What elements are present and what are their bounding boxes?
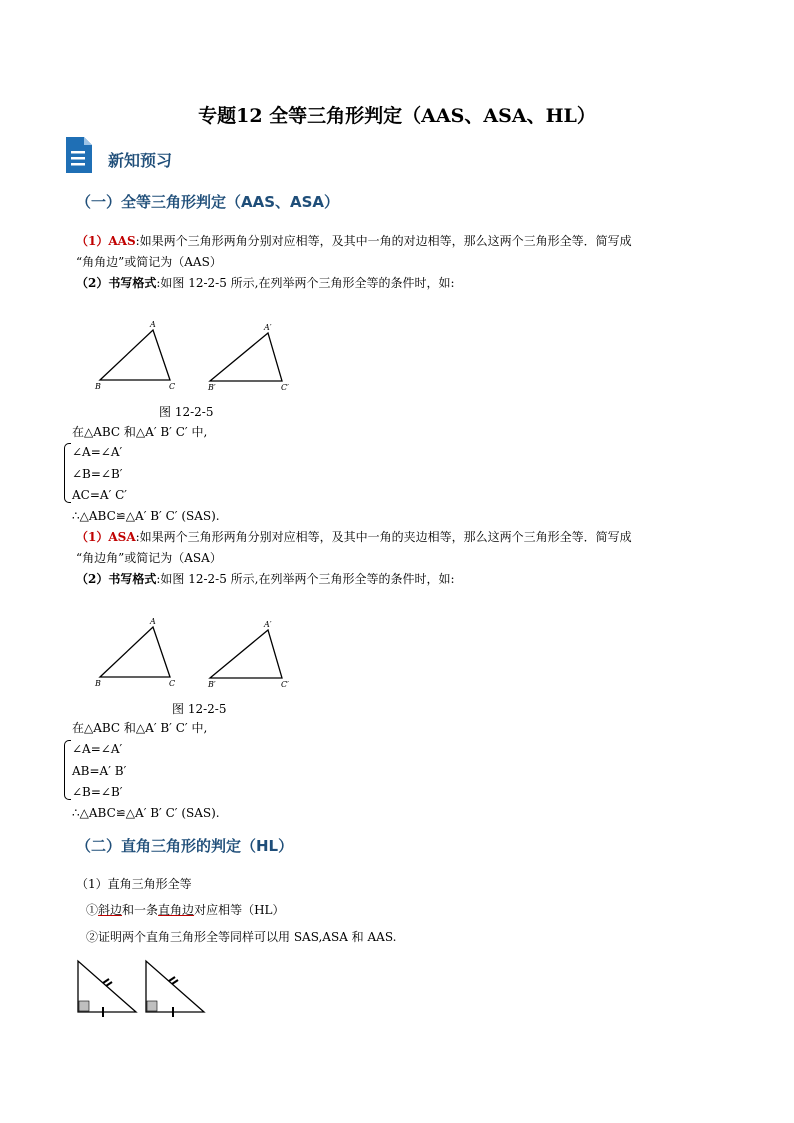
hl-point-2: ②证明两个直角三角形全等同样可以用 SAS,ASA 和 AAS. (86, 930, 397, 944)
asa-figure-caption: 图 12-2-5 (172, 702, 227, 716)
asa-condition-2: AB=A′ B′ (72, 764, 127, 778)
asa-condition-1: ∠A=∠A′ (72, 742, 123, 756)
asa-line3 (76, 571, 455, 587)
asa-format-label: （2）书写格式 (76, 572, 157, 586)
label-a: A (150, 617, 156, 626)
asa-line1 (76, 529, 632, 545)
asa-condition-3: ∠B=∠B′ (72, 785, 123, 799)
aas-intro: 在△ABC 和△A′ B′ C′ 中, (72, 425, 208, 439)
asa-line2: “角边角”或简记为（ASA） (76, 551, 222, 565)
aas-figure-caption: 图 12-2-5 (159, 405, 214, 419)
triangle-abc (100, 627, 170, 677)
part1-heading: （一）全等三角形判定（AAS、ASA） (76, 193, 340, 211)
hl-item-1: （1）直角三角形全等 (76, 877, 192, 891)
triangle-a2b2c2 (210, 333, 282, 381)
aas-definition: :如果两个三角形两角分别对应相等，及其中一角的对边相等，那么这两个三角形全等．简写成 (135, 234, 632, 248)
page-title: 专题12 全等三角形判定（AAS、ASA、HL） (198, 105, 596, 127)
aas-condition-1: ∠A=∠A′ (72, 445, 123, 459)
asa-definition: :如果两个三角形两角分别对应相等，及其中一角的夹边相等，那么这两个三角形全等．简写成 (135, 530, 632, 544)
label-c: C (169, 382, 176, 391)
point-text-end: 对应相等（HL） (194, 903, 285, 917)
section-header: 新知预习 (108, 151, 173, 170)
triangle-a2b2c2 (210, 630, 282, 678)
asa-brace (64, 740, 71, 800)
label-c2: C′ (281, 680, 289, 689)
part2-heading: （二）直角三角形的判定（HL） (76, 837, 294, 855)
aas-line1 (76, 233, 632, 249)
label-c: C (169, 679, 176, 688)
asa-intro: 在△ABC 和△A′ B′ C′ 中, (72, 721, 208, 735)
aas-format-text: :如图 12-2-5 所示,在列举两个三角形全等的条件时，如: (156, 276, 455, 290)
label-a2: A′ (264, 323, 272, 332)
aas-conclusion: ∴△ABC≌△A′ B′ C′ (SAS). (72, 509, 220, 523)
asa-prefix: （1）ASA (76, 530, 136, 544)
hl-right-triangles-figure (72, 957, 212, 1019)
right-triangle-1 (78, 961, 136, 1017)
label-c2: C′ (281, 383, 289, 392)
label-a: A (150, 320, 156, 329)
leg-term: 直角边 (158, 903, 195, 917)
label-b: B (95, 382, 101, 391)
aas-line3 (76, 275, 455, 291)
aas-prefix: （1）AAS (76, 234, 136, 248)
triangle-abc (100, 330, 170, 380)
asa-format-text: :如图 12-2-5 所示,在列举两个三角形全等的条件时，如: (156, 572, 455, 586)
aas-condition-2: ∠B=∠B′ (72, 467, 123, 481)
aas-condition-3: AC=A′ C′ (72, 488, 128, 502)
document-icon (64, 137, 94, 175)
label-b: B (95, 679, 101, 688)
aas-line2: “角角边”或简记为（AAS） (76, 255, 222, 269)
aas-triangles-figure (90, 318, 300, 398)
aas-brace (64, 443, 71, 503)
label-b2: B′ (208, 383, 216, 392)
label-b2: B′ (208, 680, 216, 689)
label-a2: A′ (264, 620, 272, 629)
hl-point-1 (86, 902, 285, 918)
right-triangle-2 (146, 961, 204, 1017)
hypotenuse-term: 斜边 (98, 903, 123, 917)
asa-triangles-figure (90, 615, 300, 695)
aas-format-label: （2）书写格式 (76, 276, 157, 290)
point-marker: ① (86, 903, 99, 917)
point-text: 和一条 (122, 903, 159, 917)
asa-conclusion: ∴△ABC≌△A′ B′ C′ (SAS). (72, 806, 220, 820)
